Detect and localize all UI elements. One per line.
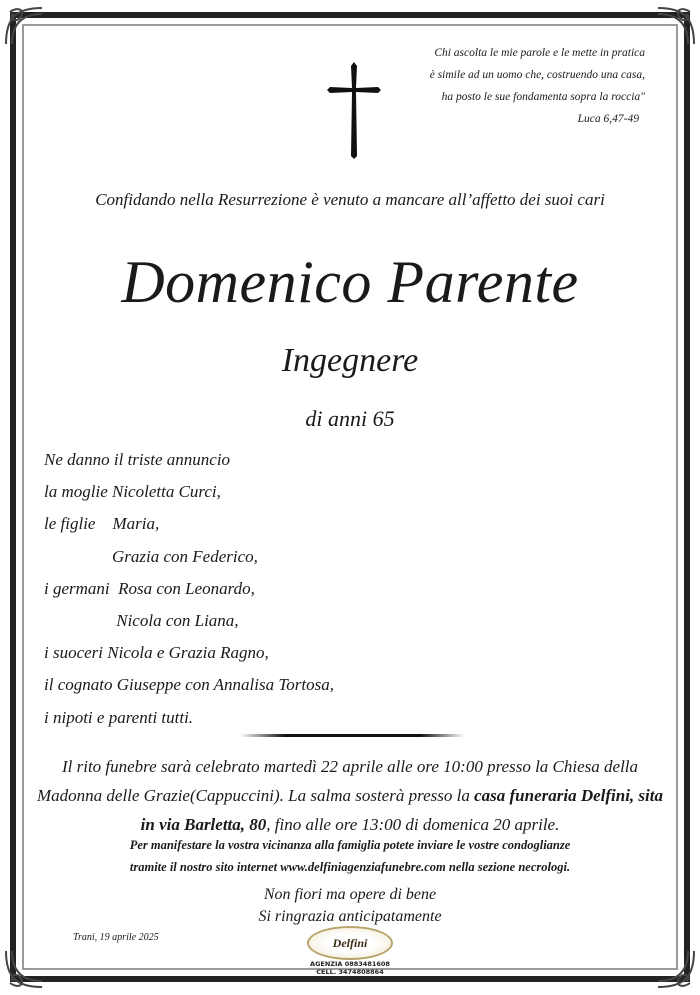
agency-phone: AGENZIA 0883481608 bbox=[310, 960, 390, 968]
agency-cell: CELL. 3474808864 bbox=[316, 968, 384, 976]
family-line: le figlie Maria, bbox=[44, 514, 160, 534]
family-line: la moglie Nicoletta Curci, bbox=[44, 482, 221, 502]
corner-ornament-icon bbox=[2, 947, 46, 991]
condolence-notice bbox=[30, 834, 670, 878]
family-line: i nipoti e parenti tutti. bbox=[44, 707, 194, 727]
family-line: Ne danno il triste annuncio bbox=[44, 450, 231, 469]
corner-ornament-icon bbox=[2, 4, 46, 48]
corner-ornament-icon bbox=[654, 4, 698, 48]
closing-line: Non fiori ma opere di bene bbox=[263, 886, 437, 903]
place-date: Trani, 19 aprile 2025 bbox=[73, 932, 159, 943]
family-line: Nicola con Liana, bbox=[44, 611, 239, 631]
deceased-title: Ingegnere bbox=[281, 342, 419, 379]
rites-bold: casa funeraria Delfini, sita in via Barletta, 80 bbox=[140, 786, 663, 834]
family-line: i suoceri Nicola e Grazia Ragno, bbox=[44, 643, 269, 663]
funeral-rites-text bbox=[30, 752, 670, 839]
deceased-age: di anni 65 bbox=[305, 406, 395, 431]
family-line: Grazia con Federico, bbox=[44, 546, 258, 566]
corner-ornament-icon bbox=[654, 947, 698, 991]
family-list bbox=[44, 444, 464, 734]
rites-part2: , fino alle ore 13:00 di domenica 20 aprile. bbox=[266, 815, 560, 834]
closing-line: Si ringrazia anticipatamente bbox=[258, 908, 442, 925]
agency-logo bbox=[298, 926, 402, 984]
agency-brand: Delfini bbox=[307, 926, 393, 960]
family-line: i germani Rosa con Leonardo, bbox=[44, 578, 255, 598]
closing-text bbox=[0, 884, 700, 928]
divider bbox=[240, 734, 465, 737]
quote-line: Chi ascolta le mie parole e le mette in pratica bbox=[434, 47, 645, 59]
bible-quote bbox=[345, 42, 645, 130]
deceased-name: Domenico Parente bbox=[121, 249, 579, 315]
notice-line: tramite il nostro sito internet www.delfiniagenziafunebre.com nella sezione necrologi. bbox=[129, 860, 571, 874]
intro-text: Confidando nella Resurrezione è venuto a mancare all’affetto dei suoi cari bbox=[95, 190, 605, 209]
quote-line: ha posto le sue fondamenta sopra la roccia" bbox=[441, 91, 645, 103]
family-line: il cognato Giuseppe con Annalisa Tortosa, bbox=[44, 675, 334, 695]
quote-reference: Luca 6,47-49 bbox=[577, 113, 639, 125]
rites-part1: Il rito funebre sarà celebrato martedì 22 aprile alle ore 10:00 presso la Chiesa della Madonna delle Grazie(Cappuccini). La salma sosterà presso la bbox=[36, 757, 639, 805]
notice-line: Per manifestare la vostra vicinanza alla famiglia potete inviare le vostre condoglianze bbox=[129, 838, 571, 852]
quote-line: è simile ad un uomo che, costruendo una casa, bbox=[429, 69, 645, 81]
